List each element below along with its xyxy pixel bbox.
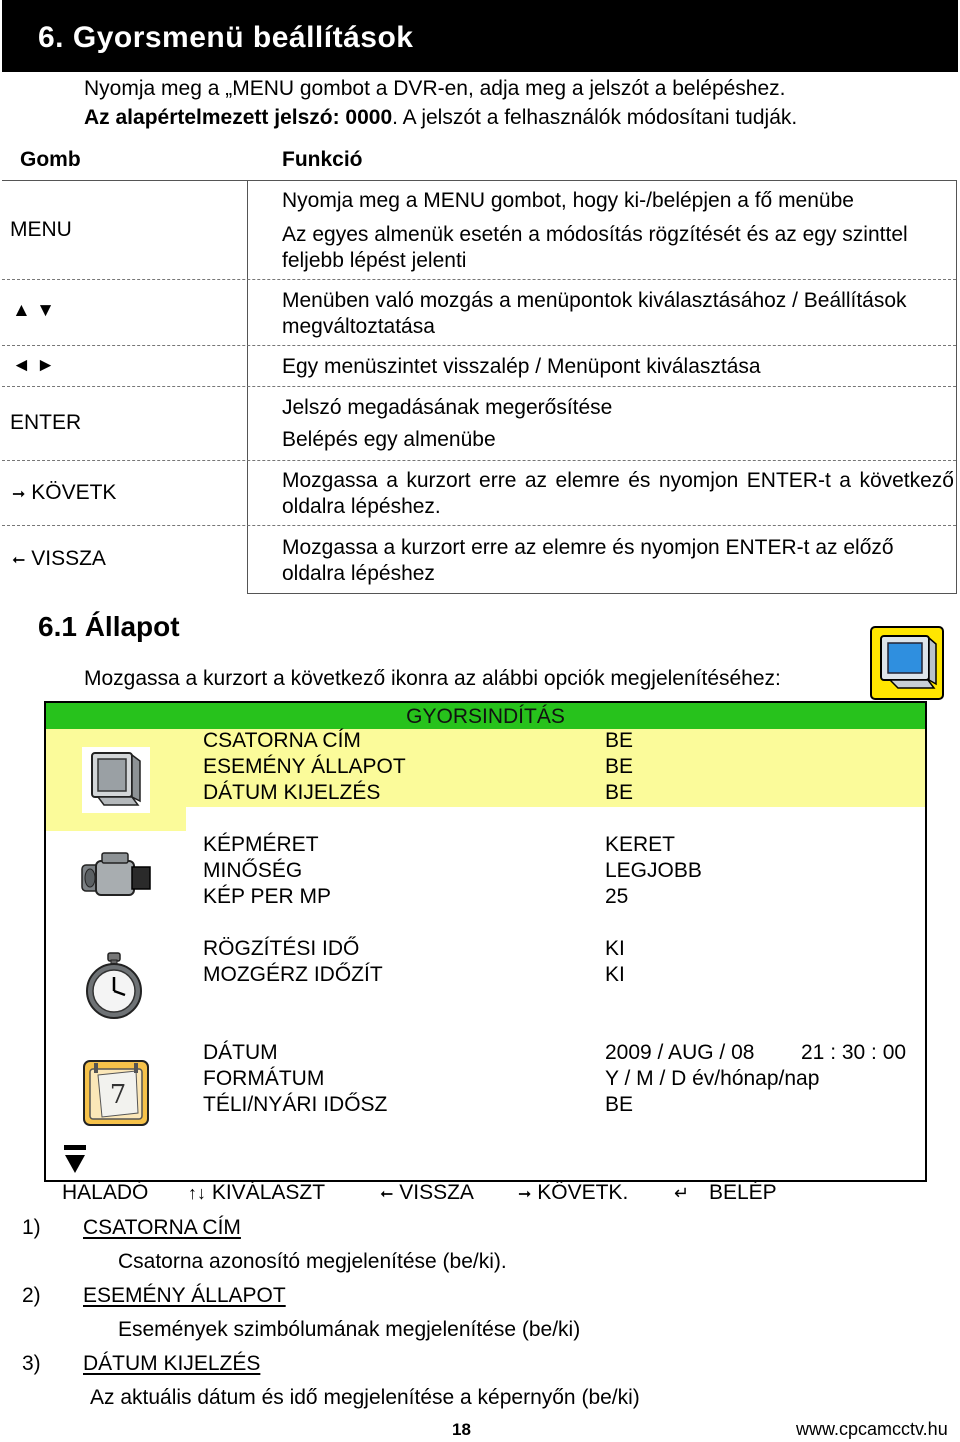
menu-item-value[interactable]: LEGJOBB [605, 859, 702, 882]
menu-item-label[interactable]: KÉP PER MP [203, 885, 331, 908]
menu-item-value[interactable]: BE [605, 755, 634, 778]
menu-item-label[interactable]: KÉPMÉRET [203, 833, 319, 856]
next-label: KÖVETK. [537, 1181, 629, 1204]
note-title-text: DÁTUM KIJELZÉS [83, 1352, 261, 1375]
note-number: 3) [22, 1352, 41, 1375]
button-back [12, 547, 106, 571]
button-next [12, 481, 116, 505]
next-hint[interactable] [518, 1181, 628, 1205]
website-link[interactable]: www.cpcamcctv.hu [796, 1419, 948, 1439]
menu-title-bar [46, 703, 925, 729]
note-description: Az aktuális dátum és idő megjelenítése a képernyőn (be/ki) [90, 1386, 640, 1409]
menu-item-label[interactable]: RÖGZÍTÉSI IDŐ [203, 937, 360, 960]
enter-return-icon: ↵ [674, 1183, 690, 1203]
menu-item-value[interactable]: KERET [605, 833, 676, 856]
monitor-icon[interactable] [82, 747, 150, 813]
note-number: 2) [22, 1284, 41, 1307]
function-next: Mozgassa a kurzort erre az elemre és nyomjon ENTER-t a következő oldalra lépéshez. [282, 469, 954, 518]
menu-item-value[interactable]: KI [605, 937, 625, 960]
column-divider [247, 180, 248, 594]
row-divider [2, 345, 956, 346]
arrow-left-icon: ➞ [12, 552, 26, 569]
function-enter-2: Belépés egy almenübe [282, 428, 496, 451]
function-menu-1: Nyomja meg a MENU gombot, hogy ki-/belépjen a fő menübe [282, 189, 854, 212]
menu-item-value[interactable]: BE [605, 729, 634, 752]
default-password: Az alapértelmezett jelszó: 0000 [84, 106, 393, 129]
camera-icon[interactable] [80, 849, 152, 913]
note-title [83, 1284, 286, 1308]
enter-hint[interactable] [674, 1181, 777, 1205]
up-down-arrows-icon: ↑↓ [188, 1183, 206, 1203]
note-number: 1) [22, 1216, 41, 1239]
subsection-title: 6.1 Állapot [38, 611, 180, 642]
menu-title: GYORSINDÍTÁS [406, 705, 565, 728]
row-divider [2, 525, 956, 526]
menu-item-label[interactable]: ESEMÉNY ÁLLAPOT [203, 755, 406, 778]
function-up-down: Menüben való mozgás a menüpontok kiválasztásához / Beállítások megváltoztatása [282, 289, 907, 338]
button-next-label: KÖVETK [31, 481, 117, 504]
intro-line-2-rest: . A jelszót a felhasználók módosítani tudják. [392, 106, 798, 129]
note-description: Csatorna azonosító megjelenítése (be/ki). [118, 1250, 507, 1273]
calendar-icon[interactable] [80, 1057, 152, 1129]
select-hint[interactable] [188, 1181, 325, 1205]
subsection-intro: Mozgassa a kurzort a következő ikonra az alábbi opciók megjelenítéséhez: [84, 667, 781, 690]
menu-item-label[interactable]: DÁTUM KIJELZÉS [203, 781, 381, 804]
menu-item-value[interactable]: KI [605, 963, 625, 986]
table-bottom-rule [247, 593, 957, 594]
button-left-right: ◄ ► [12, 355, 55, 376]
menu-item-label[interactable]: MINŐSÉG [203, 859, 303, 882]
menu-item-value[interactable]: 25 [605, 885, 629, 908]
scroll-down-icon[interactable] [62, 1143, 88, 1177]
intro-line-1: Nyomja meg a „MENU gombot a DVR-en, adja meg a jelszót a belépéshez. [84, 77, 786, 100]
menu-item-value[interactable]: BE [605, 1093, 634, 1116]
note-title [83, 1216, 241, 1240]
menu-item-value-time[interactable]: 21 : 30 : 00 [801, 1041, 907, 1064]
arrow-right-icon: ➞ [518, 1186, 532, 1203]
table-header-rule [2, 180, 956, 181]
function-menu-2: Az egyes almenük esetén a módosítás rögzítését és az egy szinttel feljebb lépést jelenti [282, 223, 908, 272]
button-menu: MENU [10, 218, 72, 241]
button-up-down: ▲ ▼ [12, 300, 55, 321]
page-number: 18 [452, 1420, 471, 1439]
column-header-function: Funkció [282, 148, 363, 171]
stopwatch-icon[interactable] [82, 951, 146, 1021]
menu-item-label[interactable]: DÁTUM [203, 1041, 278, 1064]
back-hint[interactable] [380, 1181, 474, 1205]
menu-item-label[interactable]: CSATORNA CÍM [203, 729, 361, 752]
note-title [83, 1352, 260, 1376]
enter-label: BELÉP [708, 1181, 777, 1204]
function-enter-1: Jelszó megadásának megerősítése [282, 396, 613, 419]
menu-item-value[interactable]: BE [605, 781, 634, 804]
menu-item-value[interactable]: 2009 / AUG / 08 [605, 1041, 755, 1064]
status-monitor-icon[interactable] [870, 626, 944, 700]
arrow-right-icon: ➞ [12, 486, 26, 503]
intro-line-2 [84, 106, 797, 130]
svg-text:7: 7 [109, 1080, 127, 1110]
menu-highlight-row [46, 729, 925, 807]
quick-start-menu [44, 701, 927, 1204]
table-right-border [956, 180, 957, 594]
function-left-right: Egy menüszintet visszalép / Menüpont kiválasztása [282, 355, 761, 378]
column-header-button: Gomb [20, 148, 81, 171]
row-divider [2, 279, 956, 280]
button-back-label: VISSZA [31, 547, 106, 570]
arrow-left-icon: ➞ [380, 1186, 394, 1203]
section-title: 6. Gyorsmenü beállítások [38, 21, 414, 54]
section-header [2, 0, 958, 72]
menu-item-label[interactable]: TÉLI/NYÁRI IDŐSZ [203, 1093, 388, 1116]
note-title-text: ESEMÉNY ÁLLAPOT [83, 1284, 286, 1307]
row-divider [2, 386, 956, 387]
row-divider [2, 460, 956, 461]
button-enter: ENTER [10, 411, 82, 434]
note-description: Események szimbólumának megjelenítése (be/ki) [118, 1318, 581, 1341]
menu-item-label[interactable]: FORMÁTUM [203, 1067, 325, 1090]
back-label: VISSZA [399, 1181, 474, 1204]
menu-item-value[interactable]: Y / M / D év/hónap/nap [605, 1067, 820, 1090]
advanced-button[interactable]: HALADÓ [62, 1181, 149, 1204]
function-back: Mozgassa a kurzort erre az elemre és nyomjon ENTER-t az előző oldalra lépéshez [282, 536, 894, 585]
select-label: KIVÁLASZT [211, 1181, 326, 1204]
note-title-text: CSATORNA CÍM [83, 1216, 241, 1239]
menu-item-label[interactable]: MOZGÉRZ IDŐZÍT [203, 963, 383, 986]
